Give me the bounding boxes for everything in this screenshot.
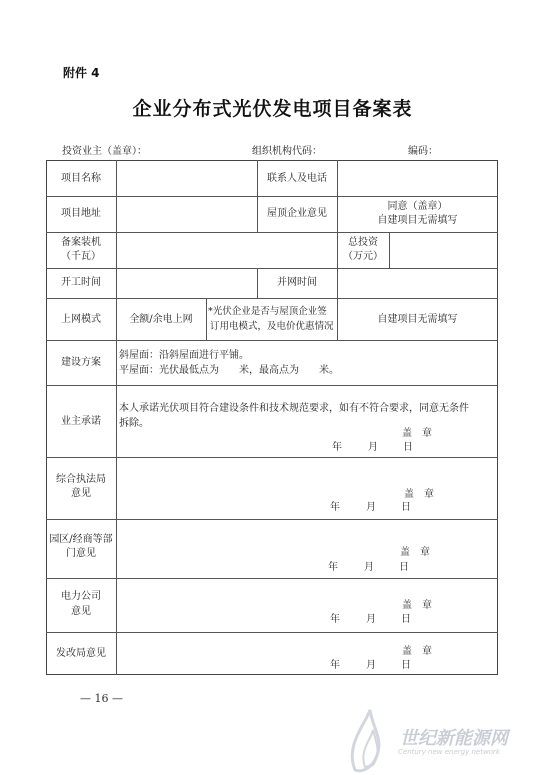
investment-unit: （万元） — [343, 251, 383, 262]
plan-line-flat: 平屋面：光伏最低点为 米，最高点为 米。 — [119, 365, 339, 376]
date-year: 年 — [330, 614, 340, 625]
row-divider — [46, 457, 498, 458]
power-company-opinion-field[interactable] — [118, 580, 496, 600]
row-divider — [46, 632, 498, 633]
plan-label: 建设方案 — [61, 357, 101, 368]
date-month: 月 — [366, 660, 376, 671]
park-dept-label-2: 门意见 — [66, 548, 96, 559]
grid-time-label: 并网时间 — [277, 277, 317, 288]
page-number: — 16 — — [80, 692, 123, 705]
law-bureau-label: 综合执法局 — [56, 474, 106, 485]
row-divider — [46, 232, 498, 233]
col-divider — [206, 298, 207, 340]
col-divider — [389, 232, 390, 268]
park-dept-opinion-field[interactable] — [118, 521, 496, 547]
form-title: 企业分布式光伏发电项目备案表 — [132, 98, 413, 120]
row-divider — [46, 519, 498, 520]
date-year: 年 — [328, 562, 338, 573]
investment-field[interactable] — [391, 234, 496, 266]
investor-label: 投资业主（盖章）： — [62, 146, 147, 157]
stamp-label: 盖 章 — [400, 547, 430, 558]
stamp-label: 盖 章 — [404, 489, 434, 500]
contact-field[interactable] — [339, 162, 496, 194]
self-built-note: 自建项目无需填写 — [377, 215, 458, 226]
row-divider — [46, 340, 498, 341]
commitment-text-line1: 本人承诺光伏项目符合建设条件和技术规范要求，如有不符合要求，同意无条件 — [119, 403, 469, 414]
date-day: 日 — [401, 660, 411, 671]
roof-stamp-text: 同意（盖章） — [387, 201, 448, 212]
contact-label: 联系人及电话 — [267, 173, 327, 184]
org-code-label: 组织机构代码： — [252, 146, 322, 157]
project-name-field[interactable] — [118, 162, 255, 194]
power-company-label-2: 意见 — [71, 606, 91, 617]
power-company-label: 电力公司 — [61, 591, 101, 602]
row-divider — [46, 385, 498, 386]
grid-time-field[interactable] — [339, 270, 496, 296]
ndrc-label: 发改局意见 — [56, 648, 106, 659]
investment-label: 总投资 — [348, 237, 378, 248]
stamp-label: 盖 章 — [402, 646, 432, 657]
start-time-field[interactable] — [118, 270, 255, 296]
project-name-label: 项目名称 — [61, 173, 101, 184]
grid-mode-option[interactable]: 全额/余电上网 — [129, 314, 193, 325]
park-dept-label: 园区/经商等部 — [49, 534, 113, 545]
date-day: 日 — [401, 502, 411, 513]
watermark-name: 世纪新能源网 — [400, 728, 508, 749]
row-divider — [46, 196, 498, 197]
law-bureau-label-2: 意见 — [71, 488, 91, 499]
roof-opinion-label: 屋顶企业意见 — [267, 208, 327, 219]
self-built-note-2: 自建项目无需填写 — [377, 314, 458, 325]
capacity-unit: （千瓦） — [61, 251, 101, 262]
date-month: 月 — [368, 442, 378, 453]
stamp-label: 盖 章 — [402, 600, 432, 611]
grid-mode-note-line2: 订用电模式，及电价优惠情况 — [210, 321, 334, 332]
plan-line-sloped: 斜屋面：沿斜屋面进行平铺。 — [119, 350, 249, 361]
date-day: 日 — [399, 562, 409, 573]
row-divider — [46, 298, 498, 299]
grid-mode-note-line1: *光伏企业是否与屋顶企业签 — [208, 306, 327, 317]
project-address-field[interactable] — [118, 198, 255, 230]
ndrc-opinion-field[interactable] — [118, 634, 496, 644]
row-divider — [46, 578, 498, 579]
stamp-label: 盖 章 — [402, 428, 432, 439]
grid-mode-label: 上网模式 — [61, 314, 101, 325]
col-divider — [257, 160, 258, 232]
watermark-subtitle: Century new energy network — [398, 748, 500, 756]
project-address-label: 项目地址 — [61, 208, 101, 219]
date-month: 月 — [364, 562, 374, 573]
date-day: 日 — [401, 614, 411, 625]
commitment-text-line2: 拆除。 — [119, 418, 149, 429]
date-day: 日 — [403, 442, 413, 453]
row-divider — [46, 268, 498, 269]
law-bureau-opinion-field[interactable] — [118, 459, 496, 489]
capacity-label: 备案装机 — [61, 237, 101, 248]
date-month: 月 — [366, 502, 376, 513]
capacity-field[interactable] — [118, 234, 335, 266]
date-month: 月 — [366, 614, 376, 625]
date-year: 年 — [330, 660, 340, 671]
date-year: 年 — [332, 442, 342, 453]
number-label: 编码： — [408, 146, 438, 157]
commitment-label: 业主承诺 — [61, 416, 101, 427]
col-divider — [116, 160, 117, 675]
col-divider — [337, 268, 338, 298]
date-year: 年 — [330, 502, 340, 513]
start-time-label: 开工时间 — [61, 277, 101, 288]
attachment-label: 附件 4 — [63, 66, 100, 80]
